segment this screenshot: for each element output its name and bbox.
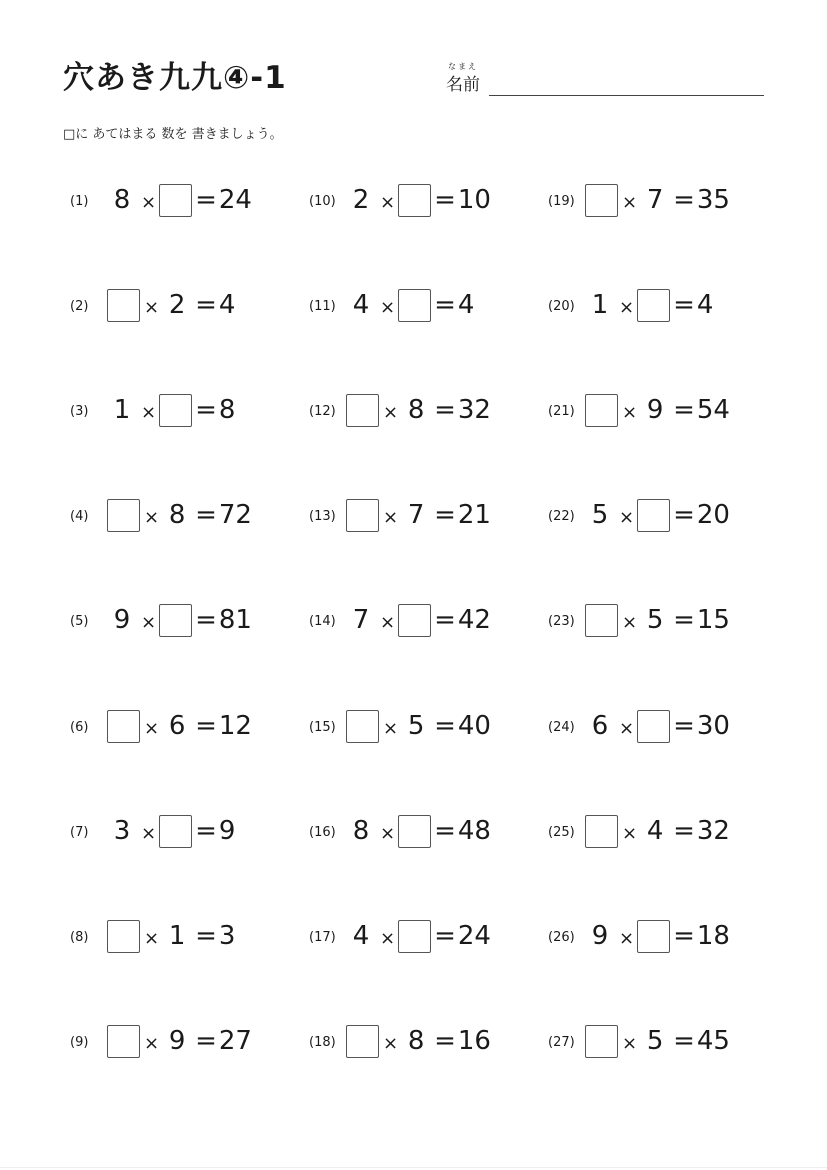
answer-box[interactable]	[585, 394, 618, 427]
instruction-text: □に あてはまる 数を 書きましょう。	[63, 127, 283, 142]
times-sign: ×	[144, 1032, 160, 1054]
equals-sign: =	[195, 290, 217, 320]
equation	[346, 1023, 491, 1059]
problem-number: (18)	[309, 1035, 336, 1050]
equals-sign: =	[673, 395, 695, 425]
answer-box[interactable]	[159, 815, 192, 848]
problem-number: (14)	[309, 614, 336, 629]
times-sign: ×	[619, 296, 635, 318]
equation	[107, 918, 235, 954]
answer-box[interactable]	[637, 499, 670, 532]
equation	[107, 813, 235, 849]
times-sign: ×	[383, 506, 399, 528]
problem-number: (6)	[70, 720, 89, 735]
product: 15	[696, 605, 730, 635]
product: 30	[696, 711, 730, 741]
problem-number: (12)	[309, 404, 336, 419]
equation	[107, 1023, 252, 1059]
times-sign: ×	[144, 717, 160, 739]
problem-number: (10)	[309, 194, 336, 209]
equals-sign: =	[673, 711, 695, 741]
equation	[346, 708, 491, 744]
equals-sign: =	[673, 816, 695, 846]
problem-number: (27)	[548, 1035, 575, 1050]
product: 9	[218, 816, 236, 846]
problem-number: (16)	[309, 825, 336, 840]
answer-box[interactable]	[107, 920, 140, 953]
multiplicand: 5	[591, 500, 609, 530]
answer-box[interactable]	[346, 499, 379, 532]
answer-box[interactable]	[585, 1025, 618, 1058]
product: 21	[457, 500, 491, 530]
product: 8	[218, 395, 236, 425]
equation	[107, 182, 252, 218]
answer-box[interactable]	[585, 815, 618, 848]
equation	[585, 602, 730, 638]
equation	[346, 497, 491, 533]
answer-box[interactable]	[585, 604, 618, 637]
times-sign: ×	[380, 191, 396, 213]
times-sign: ×	[144, 296, 160, 318]
multiplier: 5	[646, 605, 664, 635]
multiplier: 6	[168, 711, 186, 741]
problem-number: (26)	[548, 930, 575, 945]
equals-sign: =	[673, 500, 695, 530]
answer-box[interactable]	[107, 289, 140, 322]
equals-sign: =	[434, 816, 456, 846]
equation	[585, 392, 730, 428]
times-sign: ×	[622, 822, 638, 844]
bottom-divider	[0, 1167, 827, 1168]
problem-number: (21)	[548, 404, 575, 419]
equals-sign: =	[434, 185, 456, 215]
equals-sign: =	[434, 290, 456, 320]
equation	[346, 813, 491, 849]
equals-sign: =	[434, 500, 456, 530]
multiplier: 5	[646, 1026, 664, 1056]
answer-box[interactable]	[159, 604, 192, 637]
problem-number: (23)	[548, 614, 575, 629]
multiplicand: 3	[113, 816, 131, 846]
answer-box[interactable]	[107, 499, 140, 532]
equation	[585, 1023, 730, 1059]
answer-box[interactable]	[398, 920, 431, 953]
multiplicand: 1	[113, 395, 131, 425]
name-furigana: なまえ	[448, 62, 478, 71]
multiplicand: 8	[113, 185, 131, 215]
problem-number: (25)	[548, 825, 575, 840]
answer-box[interactable]	[637, 289, 670, 322]
product: 40	[457, 711, 491, 741]
problem-number: (22)	[548, 509, 575, 524]
product: 45	[696, 1026, 730, 1056]
answer-box[interactable]	[107, 1025, 140, 1058]
problem-number: (2)	[70, 299, 89, 314]
equation	[346, 602, 491, 638]
equals-sign: =	[434, 605, 456, 635]
answer-box[interactable]	[398, 815, 431, 848]
equation	[585, 497, 730, 533]
equals-sign: =	[195, 500, 217, 530]
product: 18	[696, 921, 730, 951]
times-sign: ×	[141, 611, 157, 633]
answer-box[interactable]	[107, 710, 140, 743]
equals-sign: =	[673, 185, 695, 215]
equals-sign: =	[195, 185, 217, 215]
equation	[585, 918, 730, 954]
times-sign: ×	[380, 822, 396, 844]
equals-sign: =	[195, 921, 217, 951]
product: 24	[457, 921, 491, 951]
answer-box[interactable]	[346, 394, 379, 427]
product: 10	[457, 185, 491, 215]
problem-number: (13)	[309, 509, 336, 524]
problem-number: (8)	[70, 930, 89, 945]
equals-sign: =	[434, 395, 456, 425]
equals-sign: =	[195, 395, 217, 425]
product: 27	[218, 1026, 252, 1056]
product: 42	[457, 605, 491, 635]
multiplier: 9	[646, 395, 664, 425]
problem-number: (3)	[70, 404, 89, 419]
times-sign: ×	[619, 506, 635, 528]
multiplier: 5	[407, 711, 425, 741]
multiplier: 8	[168, 500, 186, 530]
times-sign: ×	[619, 927, 635, 949]
product: 3	[218, 921, 236, 951]
times-sign: ×	[619, 717, 635, 739]
times-sign: ×	[622, 191, 638, 213]
answer-box[interactable]	[346, 1025, 379, 1058]
equals-sign: =	[195, 1026, 217, 1056]
multiplicand: 6	[591, 711, 609, 741]
product: 12	[218, 711, 252, 741]
multiplicand: 4	[352, 290, 370, 320]
multiplier: 9	[168, 1026, 186, 1056]
times-sign: ×	[144, 506, 160, 528]
multiplicand: 8	[352, 816, 370, 846]
multiplier: 7	[407, 500, 425, 530]
equation	[346, 918, 491, 954]
product: 35	[696, 185, 730, 215]
problem-number: (17)	[309, 930, 336, 945]
equals-sign: =	[673, 921, 695, 951]
product: 72	[218, 500, 252, 530]
times-sign: ×	[622, 1032, 638, 1054]
multiplicand: 1	[591, 290, 609, 320]
product: 16	[457, 1026, 491, 1056]
multiplicand: 9	[113, 605, 131, 635]
equals-sign: =	[673, 1026, 695, 1056]
problem-number: (1)	[70, 194, 89, 209]
times-sign: ×	[383, 401, 399, 423]
equation	[107, 602, 252, 638]
equation	[346, 392, 491, 428]
answer-box[interactable]	[159, 394, 192, 427]
multiplier: 8	[407, 395, 425, 425]
multiplicand: 7	[352, 605, 370, 635]
equation	[107, 287, 235, 323]
answer-box[interactable]	[398, 184, 431, 217]
multiplier: 7	[646, 185, 664, 215]
problem-number: (4)	[70, 509, 89, 524]
times-sign: ×	[383, 1032, 399, 1054]
answer-box[interactable]	[398, 289, 431, 322]
times-sign: ×	[622, 401, 638, 423]
equals-sign: =	[195, 711, 217, 741]
product: 24	[218, 185, 252, 215]
multiplier: 2	[168, 290, 186, 320]
equation	[585, 287, 713, 323]
problem-number: (19)	[548, 194, 575, 209]
problem-number: (7)	[70, 825, 89, 840]
multiplier: 8	[407, 1026, 425, 1056]
times-sign: ×	[622, 611, 638, 633]
name-line[interactable]	[489, 95, 764, 96]
equals-sign: =	[195, 816, 217, 846]
answer-box[interactable]	[585, 184, 618, 217]
multiplier: 4	[646, 816, 664, 846]
product: 4	[696, 290, 714, 320]
times-sign: ×	[141, 822, 157, 844]
problem-number: (11)	[309, 299, 336, 314]
times-sign: ×	[380, 927, 396, 949]
times-sign: ×	[144, 927, 160, 949]
multiplicand: 9	[591, 921, 609, 951]
multiplicand: 2	[352, 185, 370, 215]
product: 4	[218, 290, 236, 320]
times-sign: ×	[380, 296, 396, 318]
equation	[107, 392, 235, 428]
equals-sign: =	[434, 711, 456, 741]
product: 48	[457, 816, 491, 846]
product: 32	[457, 395, 491, 425]
equation	[346, 287, 474, 323]
answer-box[interactable]	[637, 710, 670, 743]
product: 81	[218, 605, 252, 635]
problem-number: (20)	[548, 299, 575, 314]
problem-number: (9)	[70, 1035, 89, 1050]
problem-number: (5)	[70, 614, 89, 629]
times-sign: ×	[383, 717, 399, 739]
equals-sign: =	[673, 605, 695, 635]
equation	[346, 182, 491, 218]
name-label: 名前	[446, 75, 480, 95]
product: 20	[696, 500, 730, 530]
equals-sign: =	[673, 290, 695, 320]
product: 4	[457, 290, 475, 320]
problem-number: (24)	[548, 720, 575, 735]
product: 54	[696, 395, 730, 425]
answer-box[interactable]	[637, 920, 670, 953]
answer-box[interactable]	[398, 604, 431, 637]
equals-sign: =	[195, 605, 217, 635]
answer-box[interactable]	[346, 710, 379, 743]
product: 32	[696, 816, 730, 846]
equation	[585, 708, 730, 744]
equals-sign: =	[434, 1026, 456, 1056]
equation	[107, 708, 252, 744]
times-sign: ×	[141, 191, 157, 213]
multiplicand: 4	[352, 921, 370, 951]
equation	[585, 182, 730, 218]
page-title: 穴あき九九④-1	[63, 60, 287, 96]
times-sign: ×	[141, 401, 157, 423]
equals-sign: =	[434, 921, 456, 951]
times-sign: ×	[380, 611, 396, 633]
problem-number: (15)	[309, 720, 336, 735]
multiplier: 1	[168, 921, 186, 951]
equation	[585, 813, 730, 849]
answer-box[interactable]	[159, 184, 192, 217]
equation	[107, 497, 252, 533]
